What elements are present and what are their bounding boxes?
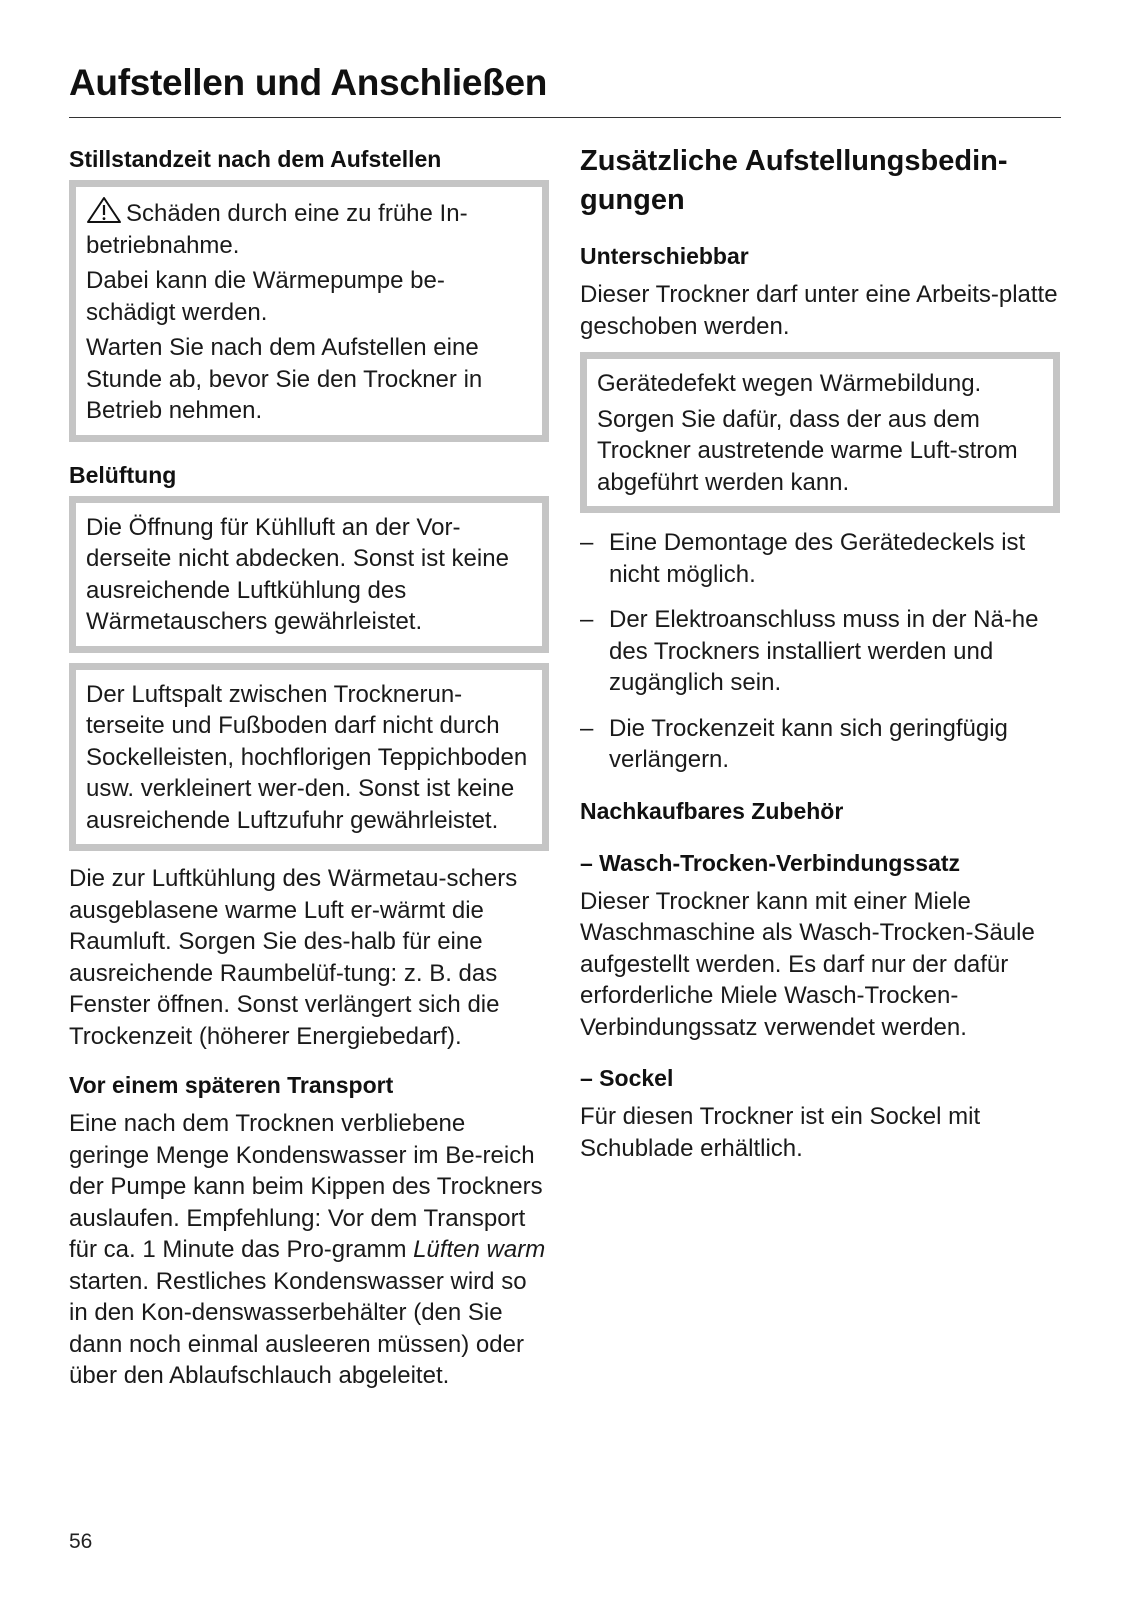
right-column xyxy=(580,140,1060,1164)
section-heading-zusaetzlich xyxy=(580,142,1060,220)
warning-text: Schäden durch eine zu frühe In-betriebnahme. xyxy=(86,200,468,259)
unterschiebbar-paragraph: Dieser Trockner darf unter eine Arbeits-platte geschoben werden. xyxy=(580,281,1058,340)
page-title: Aufstellen und Anschließen xyxy=(69,62,548,103)
subheading-verbindungssatz: – Wasch-Trocken-Verbindungssatz xyxy=(580,849,961,876)
left-column xyxy=(69,140,549,1392)
sockel-paragraph: Für diesen Trockner ist ein Sockel mit Schublade erhältlich. xyxy=(580,1103,981,1162)
subheading-unterschiebbar: Unterschiebbar xyxy=(580,243,749,269)
dash-list xyxy=(580,527,1060,776)
note-box-waermebildung xyxy=(580,352,1060,513)
note-text: Gerätedefekt wegen Wärmebildung. xyxy=(597,370,982,397)
program-name: Lüften warm xyxy=(413,1236,546,1263)
subheading-zubehoer: Nachkaufbares Zubehör xyxy=(580,797,844,824)
transport-text-a: Eine nach dem Trocknen verbliebene geringe Menge Kondenswasser im Be-reich der Pumpe kann beim Kippen des Trockners auslaufen. Empfehlung: Vor dem Transport für ca. 1 Minute das Pro-gramm xyxy=(69,1110,543,1263)
warning-instruction: Warten Sie nach dem Aufstellen eine Stunde ab, bevor Sie den Trockner in Betrieb nehmen. xyxy=(86,334,483,424)
dash-bullet: – xyxy=(580,529,594,556)
warning-consequence: Dabei kann die Wärmepumpe be-schädigt werden. xyxy=(86,267,445,326)
subheading-sockel: – Sockel xyxy=(580,1065,674,1091)
transport-paragraph xyxy=(69,1108,549,1392)
note-text: Sorgen Sie dafür, dass der aus dem Trockner austretende warme Luft-strom abgeführt werden kann. xyxy=(597,405,1018,496)
note-text: Der Luftspalt zwischen Trocknerun-terseite und Fußboden darf nicht durch Sockelleisten, hochflorigen Teppichboden usw. verkleinert wer-den. Sonst ist keine ausreichende Luftzufuhr gewährleistet. xyxy=(86,680,528,834)
list-item-text: Eine Demontage des Gerätedeckels ist nicht möglich. xyxy=(609,529,1026,588)
title-divider xyxy=(69,117,1061,118)
list-item-text: Der Elektroanschluss muss in der Nä-he des Trockners installiert werden und zugänglich sein. xyxy=(609,606,1039,696)
warning-triangle-icon xyxy=(86,196,122,224)
warning-box-stillstandzeit xyxy=(69,180,549,442)
note-box-kuehlluft xyxy=(69,496,549,653)
dash-bullet: – xyxy=(580,714,594,742)
belueftung-paragraph: Die zur Luftkühlung des Wärmetau-schers ausgeblasene warme Luft er-wärmt die Raumluft. Sorgen Sie des-halb für eine ausreichende Raumbelüf-tung: z. B. das Fenster öffnen. Sonst verlängert sich die Trockenzeit (höherer Energiebedarf). xyxy=(69,865,518,1050)
verbindungssatz-paragraph: Dieser Trockner kann mit einer Miele Waschmaschine als Wasch-Trocken-Säule aufgestellt werden. Es darf nur der dafür erforderliche Miele Wasch-Trocken-Verbindungssatz verwendet werden. xyxy=(580,887,1035,1041)
note-box-luftspalt xyxy=(69,663,549,852)
dash-bullet: – xyxy=(580,606,594,633)
heading-line-2: gungen xyxy=(580,184,685,216)
transport-text-b: starten. Restliches Kondenswasser wird so in den Kon-denswasserbehälter (den Sie dann noch einmal ausleeren müssen) oder über den Ablaufschlauch abgeleitet. xyxy=(69,1267,527,1389)
list-item-text: Die Trockenzeit kann sich geringfügig verlängern. xyxy=(609,714,1008,773)
list-item xyxy=(580,527,1060,590)
section-heading-stillstandzeit: Stillstandzeit nach dem Aufstellen xyxy=(69,146,442,172)
warning-text-line xyxy=(86,196,530,261)
heading-line-1: Zusätzliche Aufstellungsbedin- xyxy=(580,145,1008,177)
list-item xyxy=(580,604,1060,699)
page-number: 56 xyxy=(69,1530,93,1553)
section-heading-transport: Vor einem späteren Transport xyxy=(69,1072,394,1098)
note-text: Die Öffnung für Kühlluft an der Vor-derseite nicht abdecken. Sonst ist keine ausreichende Luftkühlung des Wärmetauschers gewährleistet. xyxy=(86,513,509,635)
list-item xyxy=(580,713,1060,776)
section-heading-belueftung: Belüftung xyxy=(69,461,177,488)
